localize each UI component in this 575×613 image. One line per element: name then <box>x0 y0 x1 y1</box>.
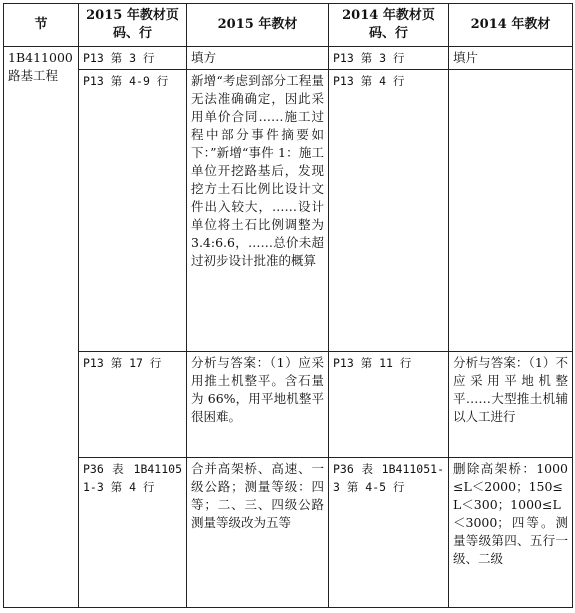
text-2014-cell: 删除高架桥：1000≤L＜2000；150≤L＜300；1000≤L＜3000；四等。测量等级第四、五行一级、二级 <box>449 458 573 608</box>
textbook-comparison-table <box>3 3 573 608</box>
header-2015-location: 2015 年教材页码、行 <box>79 4 187 47</box>
text-2015-cell: 填方 <box>187 47 329 70</box>
header-2015-content: 2015 年教材 <box>187 4 329 47</box>
loc-2014-cell: P13 第 11 行 <box>329 352 449 458</box>
table-row <box>4 47 573 70</box>
header-row <box>4 4 573 47</box>
text-2014-cell: 填片 <box>449 47 573 70</box>
loc-2014-cell: P36 表 1B411051-3 第 4-5 行 <box>329 458 449 608</box>
table-row <box>4 352 573 458</box>
text-2015-cell: 新增“考虑到部分工程量无法准确确定，因此采用单价合同……施工过程中部分事件摘要如下：”新增“事件 1：施工单位开挖路基后，发现挖方土石比例比设计文件出入较大，……设计单位将土石比例调整为 3.4:6.6，……总价未超过初步设计批准的概算 <box>187 70 329 352</box>
header-section: 节 <box>4 4 79 47</box>
table-row <box>4 458 573 608</box>
loc-2014-cell: P13 第 3 行 <box>329 47 449 70</box>
loc-2015-cell: P13 第 4-9 行 <box>79 70 187 352</box>
loc-2015-cell: P13 第 3 行 <box>79 47 187 70</box>
loc-2015-cell: P36 表 1B411051-3 第 4 行 <box>79 458 187 608</box>
text-2015-cell: 分析与答案：（1）应采用推土机整平。含石量为 66%，用平地机整平很困难。 <box>187 352 329 458</box>
section-cell: 1B411000 路基工程 <box>4 47 79 608</box>
header-2014-content: 2014 年教材 <box>449 4 573 47</box>
loc-2015-cell: P13 第 17 行 <box>79 352 187 458</box>
text-2015-cell: 合并高架桥、高速、一级公路；测量等级：四等；二、三、四级公路测量等级改为五等 <box>187 458 329 608</box>
text-2014-cell <box>449 70 573 352</box>
header-2014-location: 2014 年教材页码、行 <box>329 4 449 47</box>
loc-2014-cell: P13 第 4 行 <box>329 70 449 352</box>
table-row <box>4 70 573 352</box>
text-2014-cell: 分析与答案：（1）不应采用平地机整平……大型推土机辅以人工进行 <box>449 352 573 458</box>
